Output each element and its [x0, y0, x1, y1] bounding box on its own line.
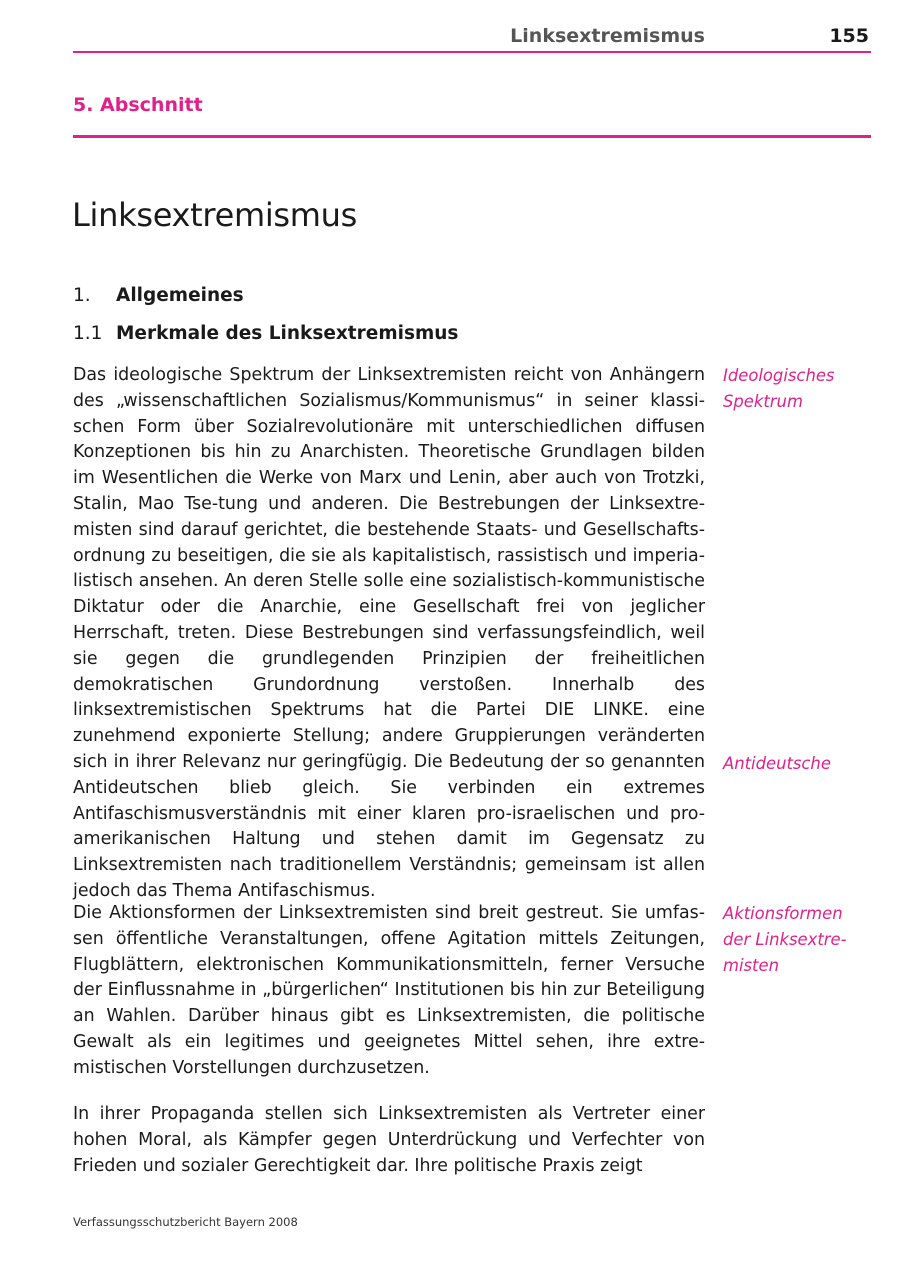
body-paragraph: Das ideologische Spektrum der Linksextremisten reicht von Anhängern des „wissenschaftlichen Sozialismus/Kommunismus“ in seiner klassischen Form über Sozialrevolutionäre mit unterschiedlichen diffusen Konzeptionen bis hin zu Anarchisten. Theoretische Grundlagen bilden im Wesentlichen die Werke von Marx und Lenin, aber auch von Trotzki, Stalin, Mao Tse-tung und anderen. Die Bestrebungen der Linksextremisten sind darauf gerichtet, die bestehende Staats- und Gesellschaftsordnung zu beseitigen, die sie als kapitalistisch, rassistisch und imperialistisch ansehen. An deren Stelle solle eine sozialistisch-kommunistische Diktatur oder die Anarchie, eine Gesellschaft frei von jeglicher Herrschaft, treten. Diese Bestrebungen sind verfassungsfeindlich, weil sie gegen die grundlegenden Prinzipien der freiheitlichen demokratischen Grundordnung verstoßen. Innerhalb des linksextremistischen Spektrums hat die Partei DIE LINKE. eine zunehmend exponierte Stellung; andere Gruppierungen veränderten sich in ihrer Relevanz nur geringfügig. Die Bedeutung der so genannten Antideutschen blieb gleich. Sie verbinden ein extremes Antifaschismusverständnis mit einer klaren pro-israelischen und pro-amerikanischen Haltung und stehen damit im Gegensatz zu Linksextremisten nach traditionellem Verständnis; gemeinsam ist allen jedoch das Thema Antifaschismus.: [73, 365, 705, 901]
heading-allgemeines: [73, 285, 244, 306]
heading-text: Merkmale des Linksextremismus: [116, 323, 459, 344]
marginal-note-antideutsche: Antideutsche: [723, 754, 831, 773]
body-paragraph: In ihrer Propaganda stellen sich Linksextremisten als Vertreter einer hohen Moral, als Kämpfer gegen Unterdrückung und Verfechter von Frieden und sozialer Gerechtigkeit dar. Ihre politische Praxis zeigt: [73, 1104, 705, 1176]
body-paragraph: Die Aktionsformen der Linksextremisten sind breit gestreut. Sie umfassen öffentliche Veranstaltungen, offene Agitation mittels Zeitungen, Flugblättern, elektronischen Kommunikationsmitteln, ferner Versuche der Einflussnahme in „bürgerlichen“ Institutionen bis hin zur Beteiligung an Wahlen. Darüber hinaus gibt es Linksextremisten, die politische Gewalt als ein legitimes und geeignetes Mittel sehen, ihre extremistischen Vorstellungen durchzusetzen.: [73, 903, 705, 1078]
marginal-note-aktionsformen: Aktionsformen der Linksextremisten: [723, 904, 847, 975]
chapter-title: Linksextremismus: [72, 196, 358, 234]
heading-text: Allgemeines: [116, 285, 244, 306]
marginal-note-ideologisches-spektrum: Ideologisches Spektrum: [723, 366, 835, 411]
running-header: [73, 22, 871, 52]
section-rule: [73, 135, 871, 138]
heading-number: 1.: [73, 285, 91, 306]
heading-number: 1.1: [73, 323, 103, 344]
heading-merkmale: [73, 323, 458, 344]
running-title: Linksextremismus: [510, 25, 705, 47]
header-rule: [73, 51, 871, 53]
page-footer: Verfassungsschutzbericht Bayern 2008: [73, 1215, 298, 1229]
section-label: 5. Abschnitt: [73, 94, 203, 116]
page-number: 155: [829, 25, 869, 47]
